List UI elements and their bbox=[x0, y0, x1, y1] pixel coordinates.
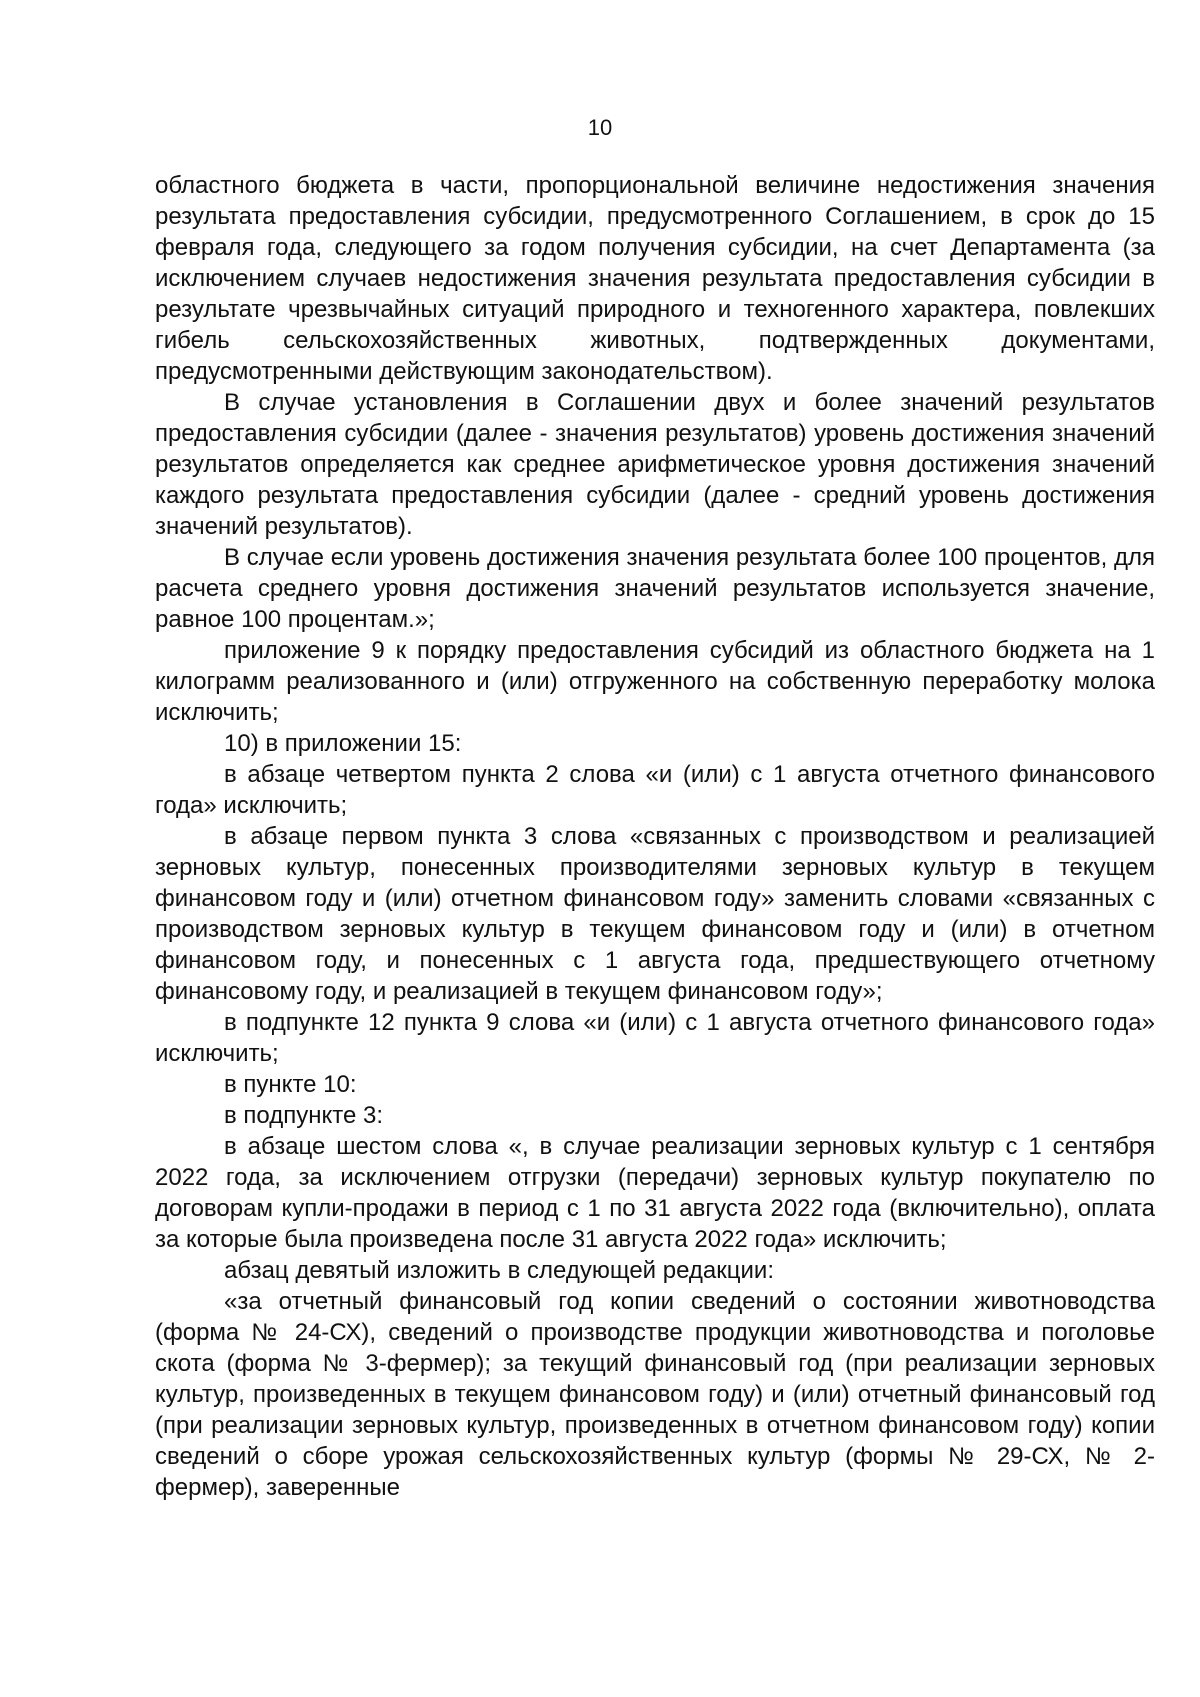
paragraph: в подпункте 12 пункта 9 слова «и (или) с 1 августа отчетного финансового года» исключить; bbox=[155, 1009, 1155, 1067]
paragraph: в абзаце шестом слова «, в случае реализации зерновых культур с 1 сентября 2022 года, за исключением отгрузки (передачи) зерновых культур покупателю по договорам купли-продажи в период с 1 по 31 августа 2022 года (включительно), оплата за которые была произведена после 31 августа 2022 года» исключить; bbox=[155, 1133, 1155, 1253]
paragraph: в абзаце четвертом пункта 2 слова «и (или) с 1 августа отчетного финансового года» исключить; bbox=[155, 761, 1155, 819]
paragraph: В случае если уровень достижения значения результата более 100 процентов, для расчета среднего уровня достижения значений результатов используется значение, равное 100 процентам.»; bbox=[155, 544, 1155, 633]
body-text bbox=[155, 170, 1155, 1503]
paragraph: приложение 9 к порядку предоставления субсидий из областного бюджета на 1 килограмм реализованного и (или) отгруженного на собственную переработку молока исключить; bbox=[155, 637, 1155, 726]
paragraph: в подпункте 3: bbox=[224, 1102, 384, 1129]
paragraph: В случае установления в Соглашении двух и более значений результатов предоставления субсидии (далее - значения результатов) уровень достижения значений результатов определяется как среднее арифметическое уровня достижения значений каждого результата предоставления субсидии (далее - средний уровень достижения значений результатов). bbox=[155, 389, 1155, 540]
paragraph: в пункте 10: bbox=[224, 1071, 357, 1098]
paragraph: «за отчетный финансовый год копии сведений о состоянии животноводства (форма № 24-СХ), сведений о производстве продукции животноводства и поголовье скота (форма № 3-фермер); за текущий финансовый год (при реализации зерновых культур, произведенных в текущем финансовом году) и (или) отчетный финансовый год (при реализации зерновых культур, произведенных в отчетном финансовом году) копии сведений о сборе урожая сельскохозяйственных культур (формы № 29-СХ, № 2-фермер), заверенные bbox=[155, 1288, 1155, 1501]
paragraph: областного бюджета в части, пропорциональной величине недостижения значения результата предоставления субсидии, предусмотренного Соглашением, в срок до 15 февраля года, следующего за годом получения субсидии, на счет Департамента (за исключением случаев недостижения значения результата предоставления субсидии в результате чрезвычайных ситуаций природного и техногенного характера, повлекших гибель сельскохозяйственных животных, подтвержденных документами, предусмотренными действующим законодательством). bbox=[155, 172, 1155, 385]
paragraph: абзац девятый изложить в следующей редакции: bbox=[224, 1257, 774, 1284]
paragraph: 10) в приложении 15: bbox=[224, 730, 462, 757]
page-number: 10 bbox=[587, 115, 613, 140]
paragraph: в абзаце первом пункта 3 слова «связанных с производством и реализацией зерновых культур, понесенных производителями зерновых культур в текущем финансовом году и (или) отчетном финансовом году» заменить словами «связанных с производством зерновых культур в текущем финансовом году и (или) в отчетном финансовом году, и понесенных с 1 августа года, предшествующего отчетному финансовому году, и реализацией в текущем финансовом году»; bbox=[155, 823, 1155, 1005]
